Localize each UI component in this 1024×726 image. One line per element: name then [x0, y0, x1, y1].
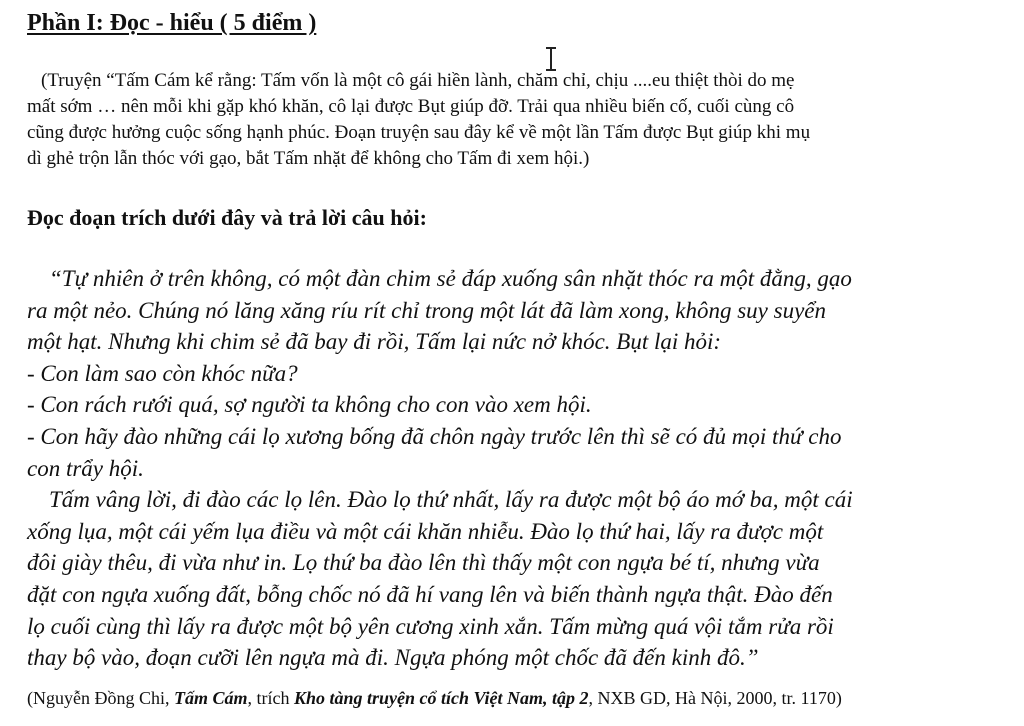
- story-excerpt: [27, 263, 997, 674]
- intro-paragraph: [27, 68, 1002, 172]
- excerpt-line: - Con hãy đào những cái lọ xương bống đã chôn ngày trước lên thì sẽ có đủ mọi thứ cho: [27, 423, 842, 449]
- excerpt-line: đặt con ngựa xuống đất, bỗng chốc nó đã hí vang lên và biến thành ngựa thật. Đào đến: [27, 581, 833, 607]
- excerpt-line: - Con làm sao còn khóc nữa?: [27, 360, 298, 386]
- excerpt-line: Tấm vâng lời, đi đào các lọ lên. Đào lọ thứ nhất, lấy ra được một bộ áo mớ ba, một cái: [49, 487, 853, 513]
- excerpt-line: - Con rách rưới quá, sợ người ta không cho con vào xem hội.: [27, 392, 592, 418]
- excerpt-line: “Tự nhiên ở trên không, có một đàn chim sẻ đáp xuống sân nhặt thóc ra một đằng, gạo: [49, 266, 852, 291]
- section-heading: Phần I: Đọc - hiểu ( 5 điểm ): [27, 10, 317, 36]
- citation-story-title: Tấm Cám: [174, 688, 248, 708]
- excerpt-line: một hạt. Nhưng khi chim sẻ đã bay đi rồi, Tấm lại nức nở khóc. Bụt lại hỏi:: [27, 329, 722, 355]
- excerpt-line: con trẩy hội.: [27, 455, 144, 481]
- citation-connector: , trích: [247, 688, 295, 708]
- citation-publisher: , NXB GD, Hà Nội, 2000, tr. 1170): [588, 688, 842, 708]
- intro-line: dì ghẻ trộn lẫn thóc với gạo, bắt Tấm nhặt để không cho Tấm đi xem hội.): [27, 148, 590, 169]
- source-citation: [27, 688, 842, 709]
- reading-instruction: Đọc đoạn trích dưới đây và trả lời câu hỏi:: [27, 205, 427, 230]
- intro-line: mất sớm … nên mỗi khi gặp khó khăn, cô lại được Bụt giúp đỡ. Trải qua nhiều biến cố, cuối cùng cô: [27, 96, 795, 117]
- excerpt-line: xống lụa, một cái yếm lụa điều và một cái khăn nhiễu. Đào lọ thứ hai, lấy ra được một: [27, 518, 824, 544]
- excerpt-line: thay bộ vào, đoạn cưỡi lên ngựa mà đi. Ngựa phóng một chốc đã đến kinh đô.”: [27, 645, 759, 671]
- citation-collection-title: Kho tàng truyện cổ tích Việt Nam, tập 2: [294, 688, 589, 708]
- citation-author: (Nguyễn Đồng Chi,: [27, 688, 174, 708]
- intro-line: cũng được hưởng cuộc sống hạnh phúc. Đoạn truyện sau đây kể về một lần Tấm được Bụt giúp khi mụ: [27, 122, 811, 143]
- excerpt-line: đôi giày thêu, đi vừa như in. Lọ thứ ba đào lên thì thấy một con ngựa bé tí, nhưng vừa: [27, 550, 820, 576]
- intro-line: (Truyện “Tấm Cám kể rằng: Tấm vốn là một cô gái hiền lành, chăm chỉ, chịu ....eu thiệt thòi do mẹ: [41, 70, 795, 91]
- excerpt-line: ra một nẻo. Chúng nó lăng xăng ríu rít chỉ trong một lát đã làm xong, không suy suyển: [27, 297, 826, 323]
- excerpt-line: lọ cuối cùng thì lấy ra được một bộ yên cương xinh xắn. Tấm mừng quá vội tắm rửa rồi: [27, 613, 834, 639]
